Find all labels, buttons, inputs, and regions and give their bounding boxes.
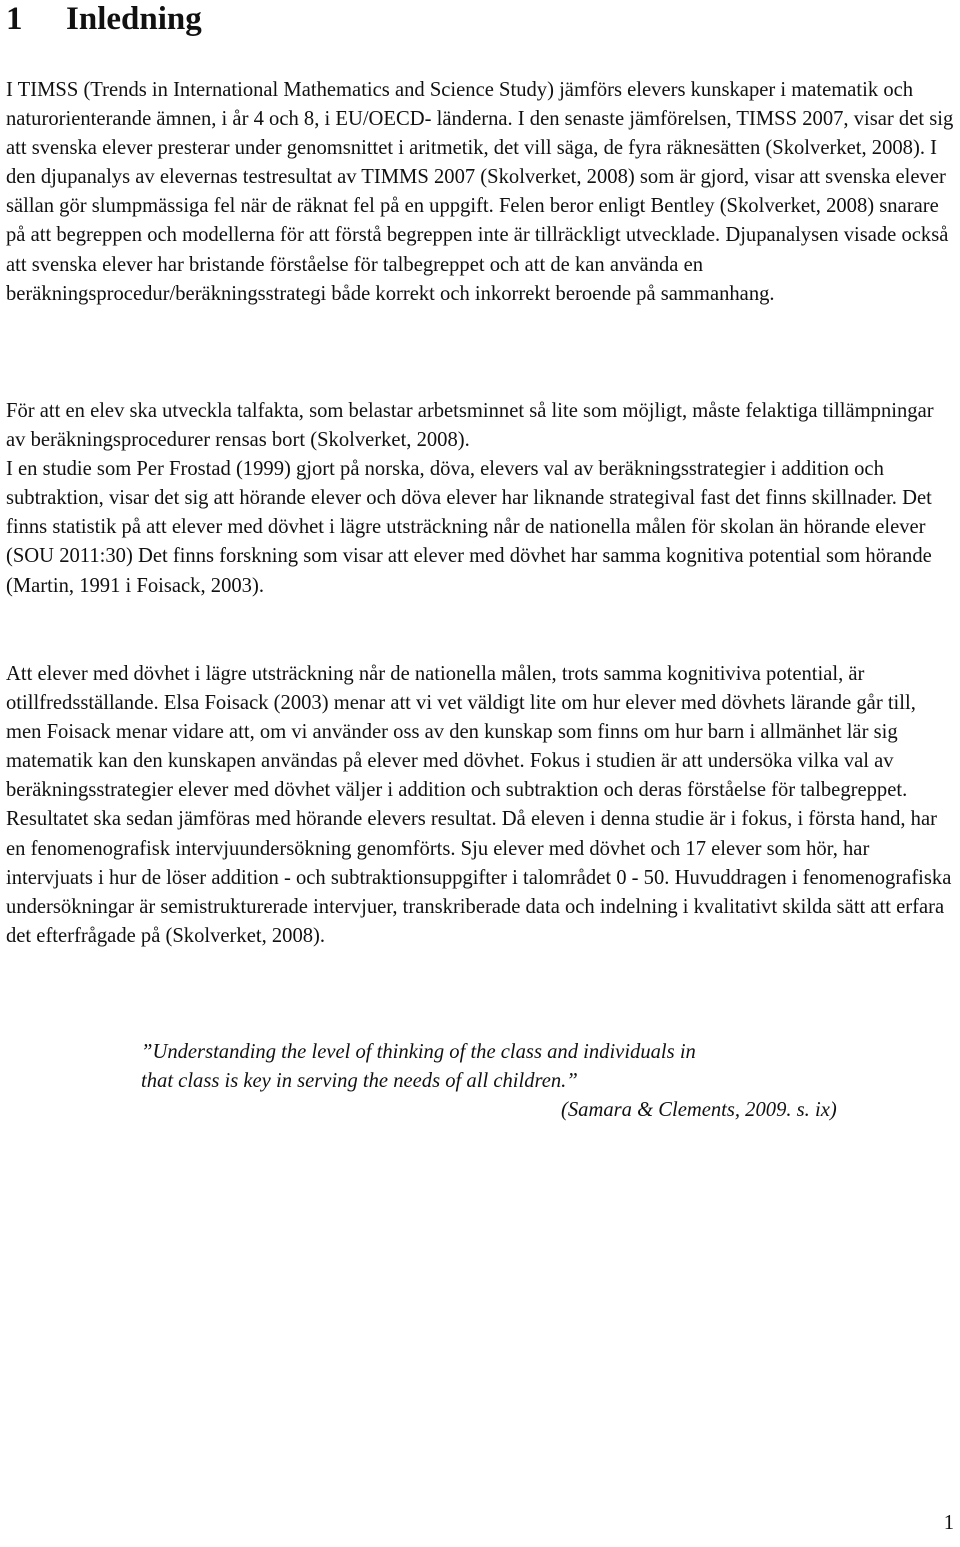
- paragraph-study-focus: Att elever med dövhet i lägre utsträckning når de nationella målen, trots samma kognitiviva potential, är otillfredsställande. Elsa Foisack (2003) menar att vi vet väldigt lite om hur elever med dövhets lärande går till, men Foisack menar vidare att, om vi använder oss av den kunskap som finns om hur barn i allmänhet lär sig matematik kan den kunskapen användas på elever med dövhet. Fokus i studien är att undersöka vilka val av beräkningsstrategier elever med dövhet väljer i addition och subtraktion och deras förståelse för talbegreppet. Resultatet ska sedan jämföras med hörande elevers resultat. Då eleven i denna studie är i fokus, i första hand, har en fenomenografisk intervjuundersökning genomförts. Sju elever med dövhet och 17 elever som hör, har intervjuats i hur de löser addition - och subtraktionsuppgifter i talområdet 0 - 50. Huvuddragen i fenomenografiska undersökningar är semistrukturerade intervjuer, transkriberade data och indelning i kvalitativt skilda sätt att erfara det efterfrågade på (Skolverket, 2008).: [6, 663, 952, 947]
- chapter-heading: [6, 0, 202, 38]
- chapter-number: 1: [6, 1, 23, 37]
- paragraph-timss: I TIMSS (Trends in International Mathematics and Science Study) jämförs elevers kunskaper i matematik och naturorienterande ämnen, i år 4 och 8, i EU/OECD- länderna. I den senaste jämförelsen, TIMSS 2007, visar det sig att svenska elever presterar under genomsnittet i aritmetik, det vill säga, de fyra räknesätten (Skolverket, 2008). I den djupanalys av elevernas testresultat av TIMMS 2007 (Skolverket, 2008) som är gjord, visar att svenska elever sällan gör slumpmässiga fel när de räknat fel på en uppgift. Felen beror enligt Bentley (Skolverket, 2008) snarare på att begreppen och modellerna för att förstå begreppen inte är tillräckligt utvecklade. Djupanalysen visade också att svenska elever har bristande förståelse för talbegreppet och att de kan använda en beräkningsprocedur/beräkningsstrategi både korrekt och inkorrekt beroende på sammanhang.: [6, 79, 954, 305]
- epigraph-quote: [141, 1038, 941, 1125]
- page-number: 1: [943, 1512, 954, 1534]
- paragraph-talfakta: För att en elev ska utveckla talfakta, som belastar arbetsminnet så lite som möjligt, måste felaktiga tillämpningar av beräkningsprocedurer rensas bort (Skolverket, 2008).: [6, 400, 934, 452]
- paragraph-group-strategies: [6, 397, 956, 601]
- quote-line-2: that class is key in serving the needs of all children.”: [141, 1070, 578, 1093]
- quote-line-1: ”Understanding the level of thinking of the class and individuals in: [141, 1041, 696, 1063]
- chapter-title: Inledning: [66, 1, 202, 37]
- quote-citation: (Samara & Clements, 2009. s. ix): [561, 1099, 837, 1122]
- paragraph-frostad-study: I en studie som Per Frostad (1999) gjort på norska, döva, elevers val av beräkningsstrategier i addition och subtraktion, visar det sig att hörande elever och döva elever har liknande strategival fast det finns skillnader. Det finns statistik på att elever med dövhet i lägre utsträckning når de nationella målen för skolan än hörande elever (SOU 2011:30) Det finns forskning som visar att elever med dövhet har samma kognitiva potential som hörande (Martin, 1991 i Foisack, 2003).: [6, 458, 932, 597]
